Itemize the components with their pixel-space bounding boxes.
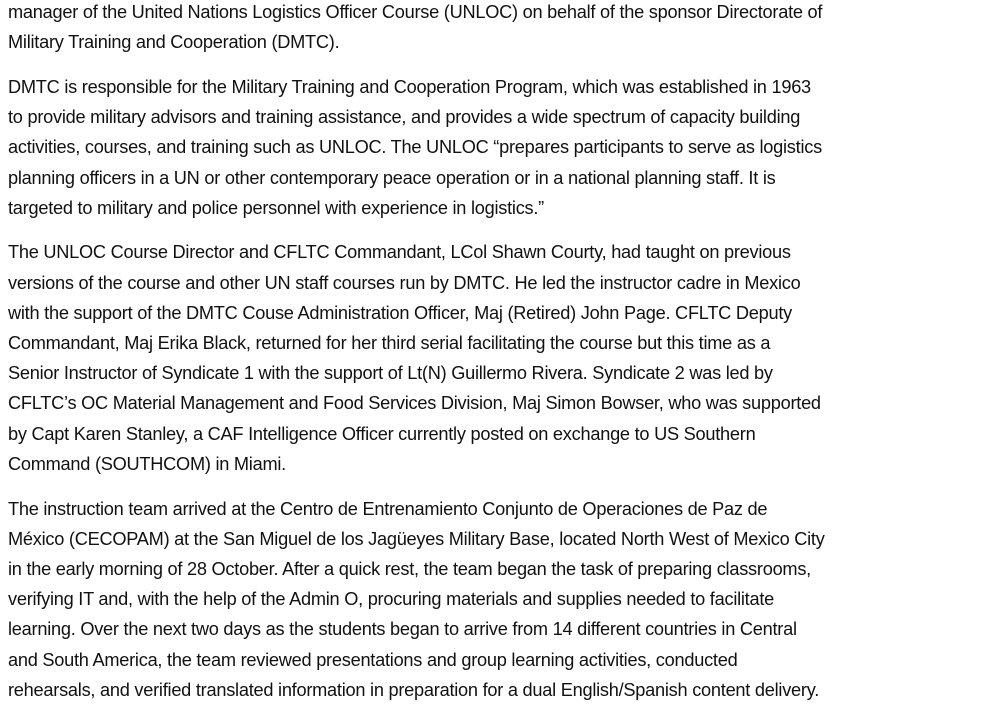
text-line: Commandant, Maj Erika Black, returned for her third serial facilitating the course but this time as a	[8, 333, 771, 354]
text-line: and South America, the team reviewed presentations and group learning activities, conducted	[8, 649, 738, 670]
document-page	[8, 0, 992, 719]
text-line: DMTC is responsible for the Military Training and Cooperation Program, which was established in 1963	[8, 76, 811, 97]
text-line: learning. Over the next two days as the students began to arrive from 14 different countries in Central	[8, 619, 797, 640]
paragraph-course-director	[8, 237, 992, 479]
text-line: Command (SOUTHCOM) in Miami.	[8, 453, 286, 474]
text-line: México (CECOPAM) at the San Miguel de los Jagüeyes Military Base, located North West of Mexico City	[8, 528, 825, 549]
text-line: activities, courses, and training such as UNLOC. The UNLOC “prepares participants to serve as logistics	[8, 137, 822, 158]
paragraph-dmtc	[8, 72, 992, 223]
text-line: to provide military advisors and training assistance, and provides a wide spectrum of capacity building	[8, 107, 801, 128]
text-line: by Capt Karen Stanley, a CAF Intelligence Officer currently posted on exchange to US Southern	[8, 423, 756, 444]
text-line: targeted to military and police personnel with experience in logistics.”	[8, 197, 544, 218]
text-line: manager of the United Nations Logistics Officer Course (UNLOC) on behalf of the sponsor Directorate of	[8, 2, 823, 22]
text-line: rehearsals, and verified translated information in preparation for a dual English/Spanish content delivery.	[8, 679, 820, 700]
text-line: The UNLOC Course Director and CFLTC Commandant, LCol Shawn Courty, had taught on previous	[8, 242, 791, 263]
text-line: in the early morning of 28 October. After a quick rest, the team began the task of preparing classrooms,	[8, 558, 811, 579]
text-line: Senior Instructor of Syndicate 1 with the support of Lt(N) Guillermo Rivera. Syndicate 2 was led by	[8, 363, 773, 384]
paragraph-unloc-manager	[8, 0, 992, 57]
text-line: The instruction team arrived at the Centro de Entrenamiento Conjunto de Operaciones de Paz de	[8, 498, 768, 519]
text-line: CFLTC’s OC Material Management and Food Services Division, Maj Simon Bowser, who was supported	[8, 393, 821, 414]
text-line: Military Training and Cooperation (DMTC).	[8, 32, 340, 53]
text-line: verifying IT and, with the help of the Admin O, procuring materials and supplies needed to facilitate	[8, 589, 775, 610]
text-line: planning officers in a UN or other contemporary peace operation or in a national planning staff. It is	[8, 167, 776, 188]
text-line: with the support of the DMTC Couse Administration Officer, Maj (Retired) John Page. CFLTC Deputy	[8, 302, 792, 323]
text-line: versions of the course and other UN staff courses run by DMTC. He led the instructor cadre in Mexico	[8, 272, 801, 293]
paragraph-instruction-team	[8, 494, 992, 705]
